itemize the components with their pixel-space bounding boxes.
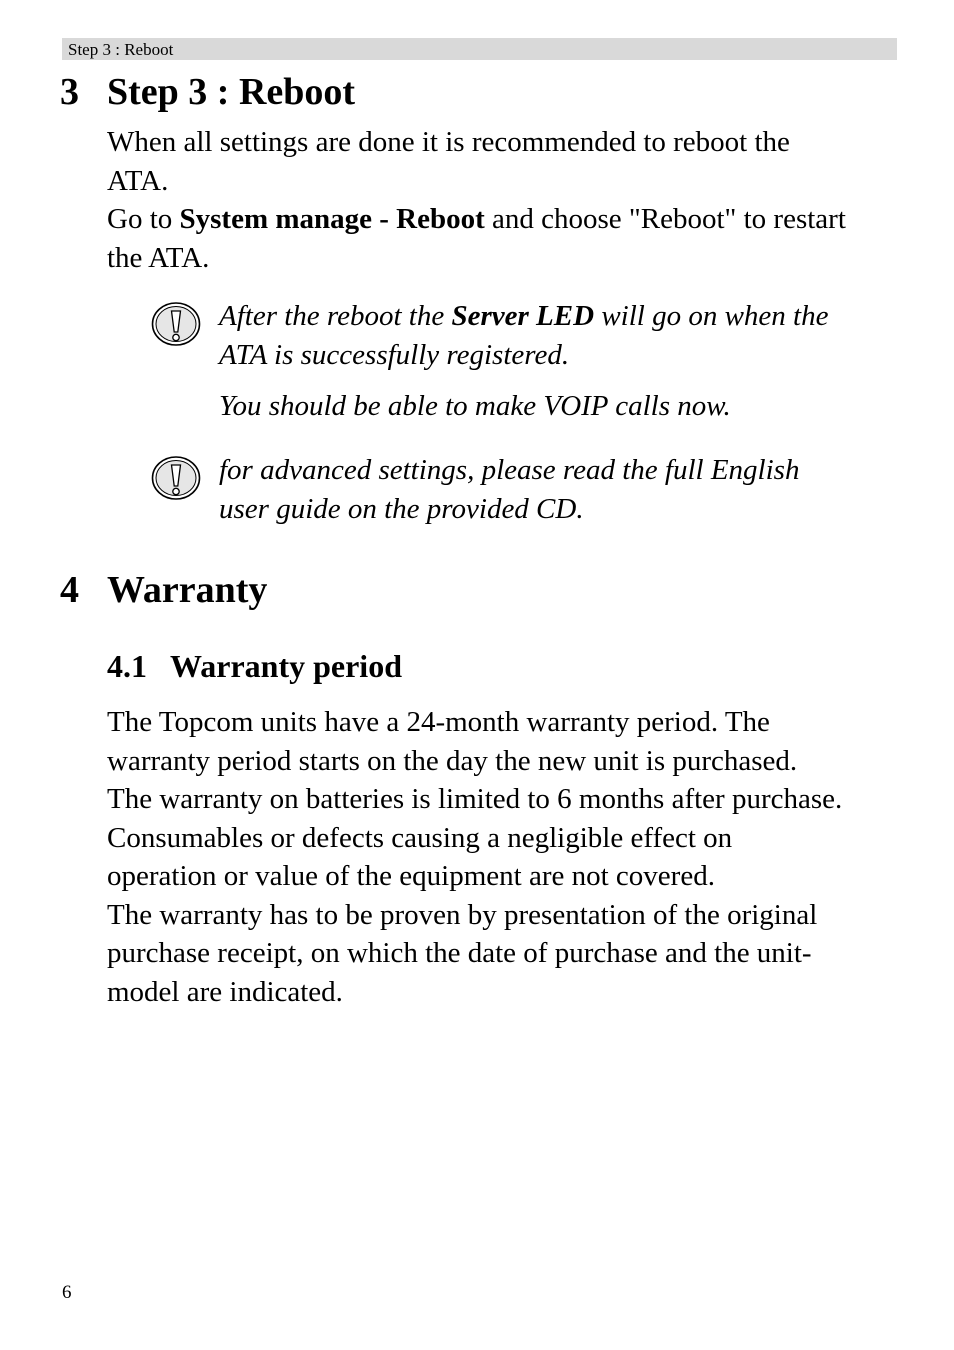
reboot-instruction-suffix: and choose "Reboot" to restart [484, 203, 846, 235]
server-led-term: Server LED [451, 300, 595, 332]
note-voip-calls-line: You should be able to make VOIP calls now. [219, 390, 731, 422]
running-header-title: Step 3 : Reboot [68, 40, 174, 59]
subsection-4-1-number: 4.1 [107, 648, 147, 684]
reboot-instruction-line-1 [107, 200, 897, 239]
note-advanced-settings-line-1: for advanced settings, please read the full English [219, 454, 800, 486]
reboot-instruction-line-2: the ATA. [107, 241, 210, 274]
section-4-number: 4 [60, 569, 79, 611]
section-3-body [107, 123, 897, 277]
reboot-instruction-prefix: Go to [107, 203, 180, 235]
section-3-title: Step 3 : Reboot [107, 71, 356, 113]
warranty-line: The Topcom units have a 24-month warranty period. The [107, 706, 770, 738]
exclamation-icon [150, 455, 202, 501]
note-advanced-settings-line-2: user guide on the provided CD. [219, 492, 584, 525]
warranty-line: purchase receipt, on which the date of purchase and the unit- [107, 937, 812, 969]
note-server-led-text [219, 297, 909, 426]
warranty-line: operation or value of the equipment are not covered. [107, 860, 715, 892]
subsection-4-1-heading [107, 647, 402, 685]
reboot-intro-line-1: When all settings are done it is recommended to reboot the [107, 126, 790, 158]
running-header [62, 38, 897, 60]
warranty-line: The warranty on batteries is limited to 6 months after purchase. [107, 783, 843, 815]
subsection-4-1-title: Warranty period [170, 648, 402, 684]
warranty-line: The warranty has to be proven by presentation of the original [107, 898, 818, 931]
section-4-title: Warranty [107, 569, 268, 611]
note-server-led-prefix: After the reboot the [219, 300, 452, 332]
warranty-line: Consumables or defects causing a negligible effect on [107, 821, 733, 854]
reboot-intro-line-2: ATA. [107, 164, 169, 197]
warranty-line: model are indicated. [107, 975, 343, 1008]
note-server-led-suffix: will go on when the [594, 300, 829, 332]
section-4-heading [60, 568, 267, 612]
section-3-number: 3 [60, 71, 79, 113]
section-3-heading [60, 70, 355, 114]
warranty-body [107, 703, 897, 1011]
page-number: 6 [62, 1282, 72, 1303]
note-advanced-settings-text [219, 451, 909, 528]
exclamation-icon [150, 301, 202, 347]
note-server-led-line-2: ATA is successfully registered. [219, 338, 570, 371]
note-server-led-line-1 [219, 297, 909, 336]
menu-path-system-manage-reboot: System manage - Reboot [179, 203, 485, 235]
warranty-line: warranty period starts on the day the new unit is purchased. [107, 744, 798, 777]
